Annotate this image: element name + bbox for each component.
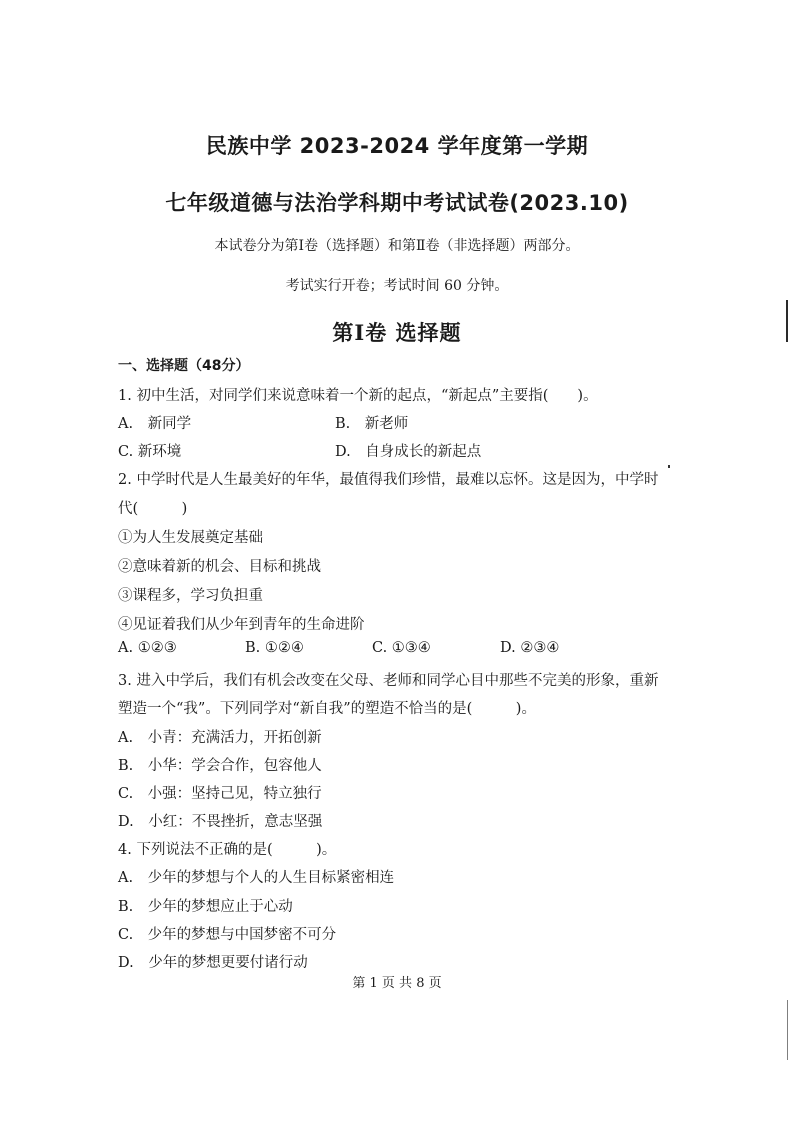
question-4-option-c: C. 少年的梦想与中国梦密不可分	[118, 927, 337, 943]
question-2-stem-line1: 2. 中学时代是人生最美好的年华，最值得我们珍惜，最难以忘怀。这是因为，中学时	[118, 472, 659, 488]
question-2-option-b: B. ①②④	[245, 640, 304, 656]
page-footer: 第 1 页 共 8 页	[352, 976, 442, 991]
question-3-option-c: C. 小强：坚持己见，特立独行	[118, 786, 322, 802]
question-2-stem-line2: 代( )	[118, 501, 188, 517]
question-3-stem-line2: 塑造一个“我”。下列同学对“新自我”的塑造不恰当的是( )。	[118, 701, 536, 717]
question-2-option-a: A. ①②③	[118, 640, 177, 656]
question-3-option-d: D. 小红：不畏挫折，意志坚强	[118, 814, 323, 830]
question-4-option-a: A. 少年的梦想与个人的人生目标紧密相连	[118, 870, 395, 886]
question-3-option-a: A. 小青：充满活力，开拓创新	[118, 730, 322, 746]
question-4-option-d: D. 少年的梦想更要付诸行动	[118, 955, 308, 971]
question-2-option-d: D. ②③④	[500, 640, 560, 656]
question-2-option-c: C. ①③④	[372, 640, 431, 656]
scan-edge-mark-lower	[787, 1000, 788, 1060]
part-heading: 一、选择题（48分）	[118, 358, 250, 374]
question-1-option-c: C. 新环境	[118, 444, 182, 460]
exam-info: 考试实行开卷；考试时间 60 分钟。	[285, 278, 509, 294]
scan-edge-mark	[786, 300, 788, 342]
question-2-item-2: ②意味着新的机会、目标和挑战	[118, 559, 321, 575]
scan-speck	[668, 465, 670, 468]
question-4-stem: 4. 下列说法不正确的是( )。	[118, 842, 337, 858]
question-1-option-d: D. 自身成长的新起点	[335, 444, 482, 460]
question-4-option-b: B. 少年的梦想应止于心动	[118, 899, 293, 915]
question-2-item-3: ③课程多，学习负担重	[118, 588, 263, 604]
exam-title-line1: 民族中学 2023-2024 学年度第一学期	[205, 134, 589, 158]
exam-title-line2: 七年级道德与法治学科期中考试试卷(2023.10)	[165, 191, 629, 215]
question-2-item-4: ④见证着我们从少年到青年的生命进阶	[118, 617, 365, 633]
question-1-stem: 1. 初中生活，对同学们来说意味着一个新的起点，“新起点”主要指( )。	[118, 388, 598, 404]
question-2-item-1: ①为人生发展奠定基础	[118, 530, 263, 546]
question-1-option-b: B. 新老师	[335, 416, 409, 432]
question-1-option-a: A. 新同学	[118, 416, 192, 432]
question-3-option-b: B. 小华：学会合作，包容他人	[118, 758, 322, 774]
question-3-stem-line1: 3. 进入中学后，我们有机会改变在父母、老师和同学心目中那些不完美的形象，重新	[118, 673, 659, 689]
volume-title: 第Ⅰ卷 选择题	[332, 320, 462, 345]
exam-intro: 本试卷分为第Ⅰ卷（选择题）和第Ⅱ卷（非选择题）两部分。	[214, 238, 580, 254]
